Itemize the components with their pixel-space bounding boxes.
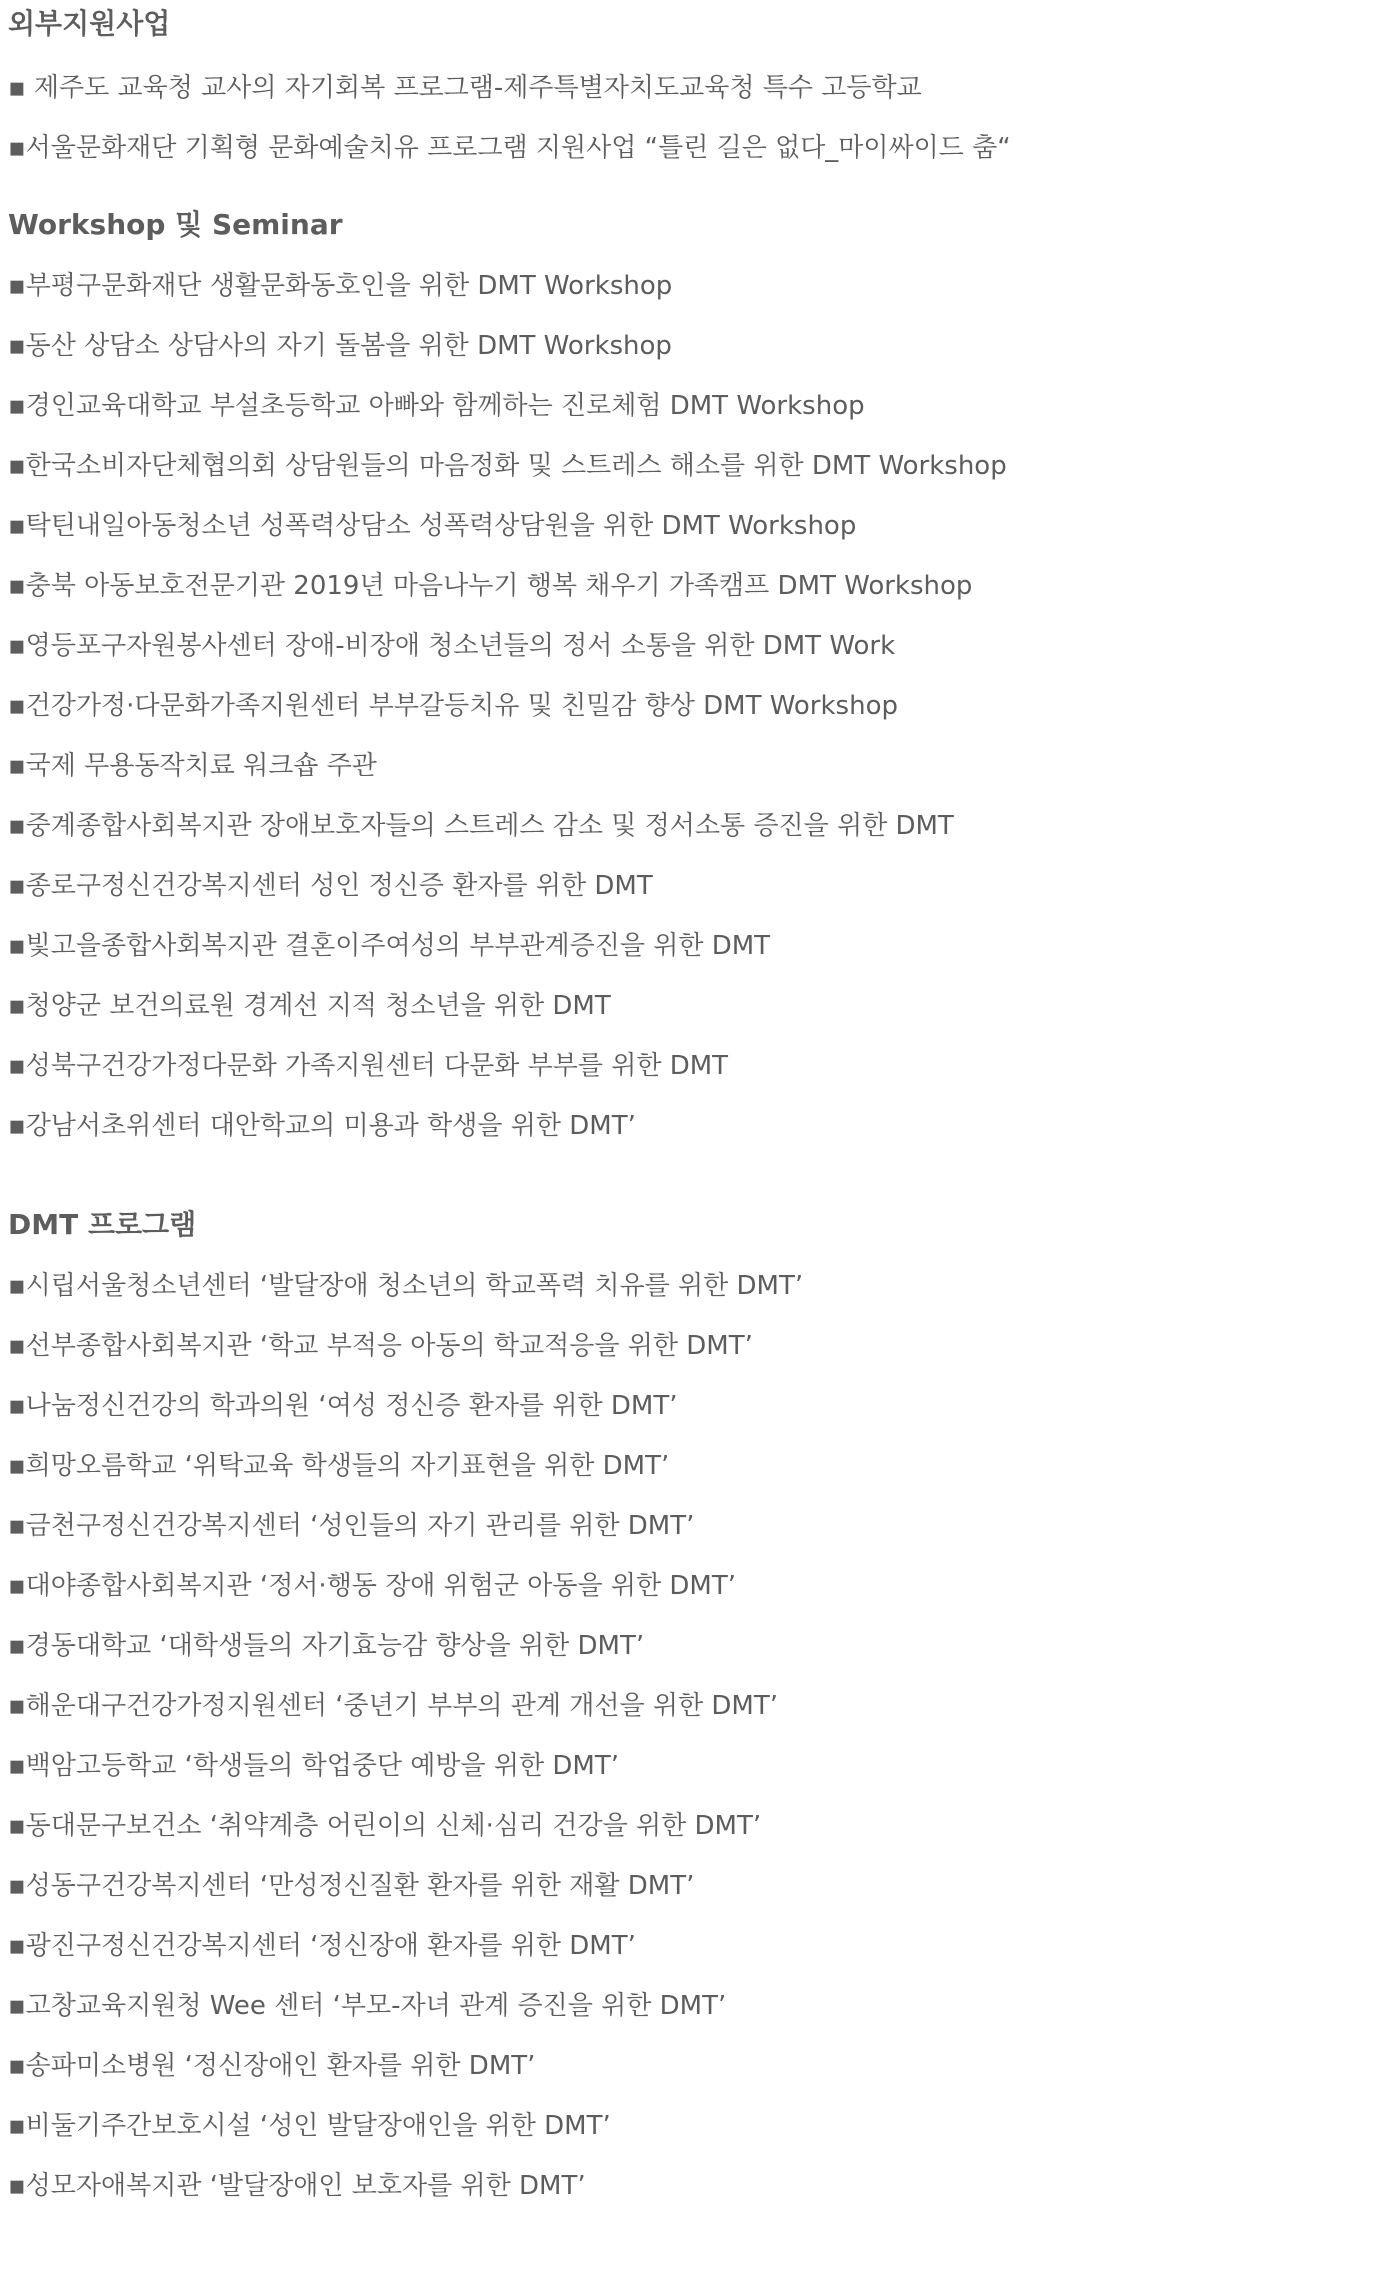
list-item: ▪충북 아동보호전문기관 2019년 마음나누기 행복 채우기 가족캠프 DMT Workshop	[8, 571, 973, 601]
list-item: ▪서울문화재단 기획형 문화예술치유 프로그램 지원사업 “틀린 길은 없다_마이싸이드 춤“	[8, 133, 1011, 163]
list-item: ▪종로구정신건강복지센터 성인 정신증 환자를 위한 DMT	[8, 871, 653, 901]
list-item: ▪강남서초위센터 대안학교의 미용과 학생을 위한 DMT’	[8, 1111, 636, 1141]
list-item: ▪중계종합사회복지관 장애보호자들의 스트레스 감소 및 정서소통 증진을 위한 DMT	[8, 811, 954, 841]
list-item: ▪고창교육지원청 Wee 센터 ‘부모-자녀 관계 증진을 위한 DMT’	[8, 1991, 727, 2021]
list-item: ▪선부종합사회복지관 ‘학교 부적응 아동의 학교적응을 위한 DMT’	[8, 1331, 753, 1361]
list-item: ▪한국소비자단체협의회 상담원들의 마음정화 및 스트레스 해소를 위한 DMT Workshop	[8, 451, 1007, 481]
list-item: ▪성모자애복지관 ‘발달장애인 보호자를 위한 DMT’	[8, 2171, 586, 2201]
list-item: ▪영등포구자원봉사센터 장애-비장애 청소년들의 정서 소통을 위한 DMT Work	[8, 631, 896, 661]
list-item: ▪청양군 보건의료원 경계선 지적 청소년을 위한 DMT	[8, 991, 611, 1021]
list-item: ▪시립서울청소년센터 ‘발달장애 청소년의 학교폭력 치유를 위한 DMT’	[8, 1271, 804, 1301]
section-title-workshop-seminar: Workshop 및 Seminar	[8, 208, 343, 241]
list-item: ▪금천구정신건강복지센터 ‘성인들의 자기 관리를 위한 DMT’	[8, 1511, 695, 1541]
list-item: ▪송파미소병원 ‘정신장애인 환자를 위한 DMT’	[8, 2051, 536, 2081]
list-item: ▪국제 무용동작치료 워크숍 주관	[8, 751, 377, 781]
list-item: ▪동산 상담소 상담사의 자기 돌봄을 위한 DMT Workshop	[8, 331, 672, 361]
list-item: ▪탁틴내일아동청소년 성폭력상담소 성폭력상담원을 위한 DMT Workshop	[8, 511, 857, 541]
list-item: ▪대야종합사회복지관 ‘정서·행동 장애 위험군 아동을 위한 DMT’	[8, 1571, 737, 1601]
list-item: ▪부평구문화재단 생활문화동호인을 위한 DMT Workshop	[8, 271, 673, 301]
list-item: ▪경인교육대학교 부설초등학교 아빠와 함께하는 진로체험 DMT Workshop	[8, 391, 865, 421]
list-item: ▪성북구건강가정다문화 가족지원센터 다문화 부부를 위한 DMT	[8, 1051, 729, 1081]
list-item: ▪해운대구건강가정지원센터 ‘중년기 부부의 관계 개선을 위한 DMT’	[8, 1691, 778, 1721]
list-item: ▪건강가정·다문화가족지원센터 부부갈등치유 및 친밀감 향상 DMT Workshop	[8, 691, 898, 721]
list-item: ▪동대문구보건소 ‘취약계층 어린이의 신체·심리 건강을 위한 DMT’	[8, 1811, 762, 1841]
list-item: ▪백암고등학교 ‘학생들의 학업중단 예방을 위한 DMT’	[8, 1751, 620, 1781]
section-title-external-support: 외부지원사업	[8, 7, 171, 40]
list-item: ▪빛고을종합사회복지관 결혼이주여성의 부부관계증진을 위한 DMT	[8, 931, 771, 961]
list-item: ▪경동대학교 ‘대학생들의 자기효능감 향상을 위한 DMT’	[8, 1631, 645, 1661]
list-item: ▪성동구건강복지센터 ‘만성정신질환 환자를 위한 재활 DMT’	[8, 1871, 695, 1901]
list-item: ▪나눔정신건강의 학과의원 ‘여성 정신증 환자를 위한 DMT’	[8, 1391, 678, 1421]
section-title-dmt-program: DMT 프로그램	[8, 1208, 197, 1241]
list-item: ▪비둘기주간보호시설 ‘성인 발달장애인을 위한 DMT’	[8, 2111, 611, 2141]
list-item: ▪광진구정신건강복지센터 ‘정신장애 환자를 위한 DMT’	[8, 1931, 636, 1961]
list-item: ▪희망오름학교 ‘위탁교육 학생들의 자기표현을 위한 DMT’	[8, 1451, 670, 1481]
list-item: ▪ 제주도 교육청 교사의 자기회복 프로그램-제주특별자치도교육청 특수 고등학교	[8, 73, 922, 103]
